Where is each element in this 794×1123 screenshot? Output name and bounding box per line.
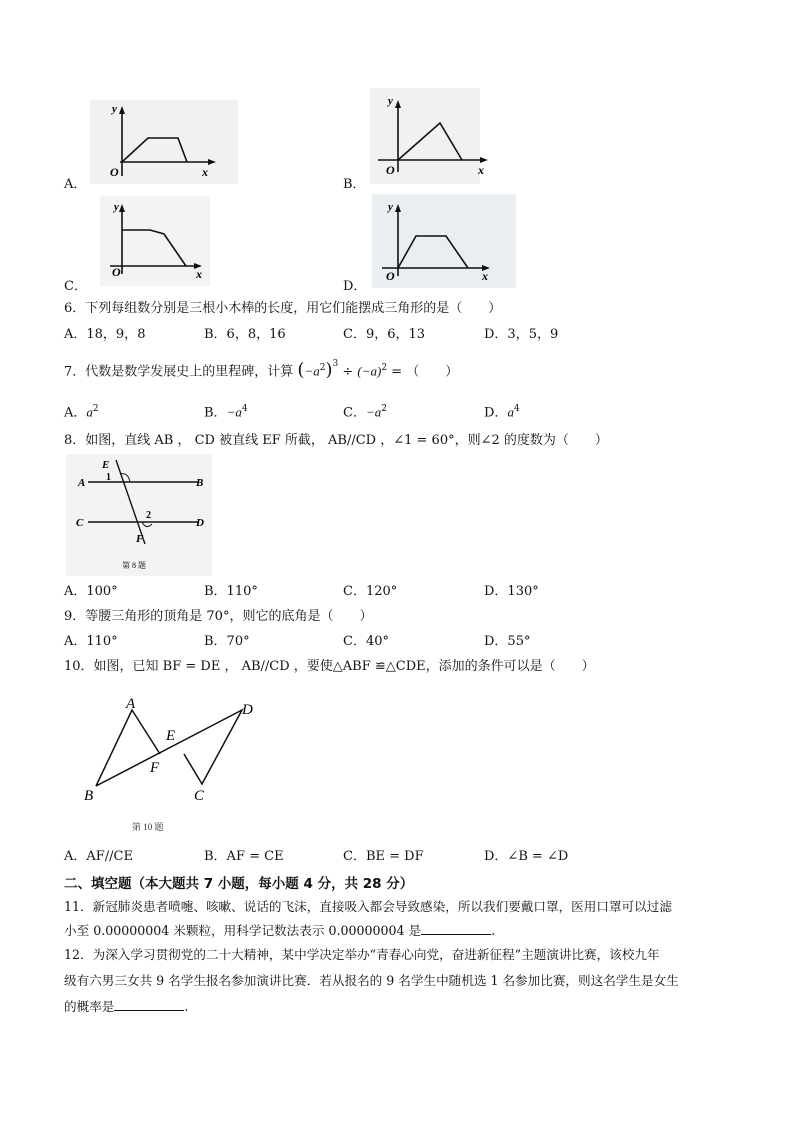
path-b-d-c-e — [96, 710, 242, 786]
label-e: E — [166, 728, 176, 744]
q6-option-b: B．6，8，16 — [204, 327, 286, 342]
figure-caption: 第 8 题 — [122, 561, 146, 570]
x-label: x — [478, 163, 484, 177]
label-angle-2: 2 — [146, 510, 151, 521]
q12-answer-blank[interactable] — [114, 998, 184, 1011]
label-d: D — [196, 517, 204, 529]
option-a-graph — [90, 100, 238, 184]
label-d: D — [242, 702, 253, 718]
q9-option-c: C．40° — [343, 634, 389, 649]
q11-line-1: 11．新冠肺炎患者喷嚏、咳嗽、说话的飞沫，直接吸入都会导致感染，所以我们要戴口罩，医用口罩可以过滤 — [64, 899, 672, 914]
q10-option-a: A．AF//CE — [64, 849, 133, 864]
q8-option-a: A．100° — [64, 584, 118, 599]
label-f: F — [136, 533, 144, 545]
q6-option-d: D．3，5，9 — [484, 327, 559, 342]
label-e: E — [102, 459, 110, 471]
y-label: y — [114, 201, 119, 213]
q7-option-b: B．$-a^4$ — [204, 404, 248, 421]
figure-background — [66, 454, 212, 576]
label-f: F — [150, 760, 160, 776]
q7-exp-inner: 2 — [319, 363, 326, 373]
q7-tail-exp: 2 — [381, 363, 388, 373]
q12-line-3-text: 的概率是 — [64, 999, 115, 1014]
q7-paren-close: ) — [325, 359, 333, 381]
origin-label: O — [386, 163, 395, 177]
x-label: x — [202, 165, 208, 179]
q9-option-a: A．110° — [64, 634, 118, 649]
q10-stem: 10．如图，已知 BF = DE ， AB//CD ，要使△ABF ≌△CDE，添加的条件可以是（ ） — [64, 659, 595, 674]
q12-line-1: 12．为深入学习贯彻党的二十大精神，某中学决定举办“青春心向党，奋进新征程”主题演讲比赛，该校九年 — [64, 947, 660, 962]
q7-option-c: C．$-a^2$ — [343, 404, 387, 421]
label-b: B — [84, 788, 94, 804]
q12-end: . — [184, 999, 189, 1014]
label-angle-1: 1 — [106, 472, 111, 483]
label-c: C — [194, 788, 205, 804]
q7-paren-open: ( — [297, 359, 305, 381]
q10-figure — [74, 692, 274, 836]
option-d-graph — [372, 194, 516, 288]
option-b-label: B． — [343, 177, 366, 192]
q8-figure — [66, 454, 212, 576]
option-c-graph — [100, 196, 210, 286]
label-c: C — [76, 517, 84, 529]
q10-option-b: B．AF = CE — [204, 849, 284, 864]
y-label: y — [388, 95, 393, 107]
q7-tail: (−a) — [357, 363, 382, 379]
q8-option-c: C．120° — [343, 584, 398, 599]
q6-option-a: A．18，9，8 — [64, 327, 146, 342]
q9-option-b: B．70° — [204, 634, 250, 649]
q10-option-d: D．∠B = ∠D — [484, 849, 569, 864]
q12-line-2: 级有六男三女共 9 名学生报名参加演讲比赛．若从报名的 9 名学生中随机选 1 名参加比赛，则这名学生是女生 — [64, 973, 679, 988]
q8-stem: 8．如图，直线 AB ， CD 被直线 EF 所截， AB//CD ，∠1 = 60°，则∠2 的度数为（ ） — [64, 433, 608, 448]
origin-label: O — [112, 265, 121, 279]
q9-stem: 9．等腰三角形的顶角是 70°，则它的底角是（ ） — [64, 609, 373, 624]
q7-exp-outer: 3 — [332, 359, 339, 369]
q7-equals: = （ ） — [391, 364, 459, 380]
label-b: B — [196, 477, 204, 489]
option-b-graph — [370, 88, 490, 184]
q7-divide: ÷ — [342, 364, 354, 380]
q7-option-a: A．$a^2$ — [64, 404, 99, 421]
q7-stem — [64, 359, 458, 381]
q7-stem-prefix: 7．代数是数学发展史上的里程碑，计算 — [64, 364, 294, 380]
q10-option-c: C．BE = DF — [343, 849, 424, 864]
origin-label: O — [110, 165, 119, 179]
section-2-heading: 二、填空题（本大题共 7 小题，每小题 4 分，共 28 分） — [64, 876, 414, 892]
option-c-label: C． — [64, 279, 87, 294]
x-label: x — [482, 269, 488, 283]
label-a: A — [78, 477, 86, 489]
q9-option-d: D．55° — [484, 634, 531, 649]
q11-answer-blank[interactable] — [421, 922, 491, 935]
option-d-label: D． — [343, 279, 367, 294]
figure-caption: 第 10 题 — [132, 822, 164, 832]
q6-stem: 6．下列每组数分别是三根小木棒的长度，用它们能摆成三角形的是（ ） — [64, 301, 502, 316]
q11-line-2-text: 小至 0.00000004 米颗粒，用科学记数法表示 0.00000004 是 — [64, 923, 422, 938]
origin-label: O — [386, 269, 395, 283]
q7-option-d: D．$a^4$ — [484, 404, 520, 421]
q8-option-b: B．110° — [204, 584, 258, 599]
q11-line-2 — [64, 922, 495, 940]
q11-end: . — [491, 923, 496, 938]
x-label: x — [196, 267, 202, 281]
option-a-label: A． — [64, 177, 87, 192]
y-label: y — [388, 201, 393, 213]
q7-base: −a — [304, 363, 320, 379]
q6-option-c: C．9，6，13 — [343, 327, 426, 342]
y-label: y — [112, 103, 117, 115]
label-a: A — [126, 696, 136, 712]
q12-line-3 — [64, 998, 188, 1016]
q8-option-d: D．130° — [484, 584, 539, 599]
